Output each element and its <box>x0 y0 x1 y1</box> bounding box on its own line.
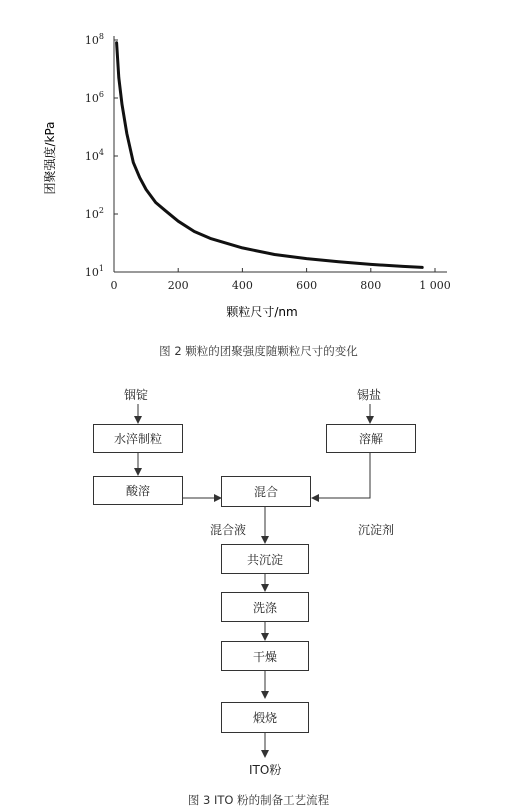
label-precipitant: 沉淀剂 <box>358 523 395 537</box>
x-tick-label: 0 <box>110 279 118 292</box>
figure-3-caption: 图 3 ITO 粉的制备工艺流程 <box>187 793 330 807</box>
x-axis-label: 颗粒尺寸/nm <box>226 305 298 319</box>
label-mixed-liquid: 混合液 <box>210 523 247 537</box>
x-tick-label: 600 <box>296 279 318 292</box>
y-tick-label: $10^6$ <box>84 90 104 105</box>
step-mix: 混合 <box>221 476 311 507</box>
step-dry: 干燥 <box>221 641 309 671</box>
step-water-quench: 水淬制粒 <box>93 424 183 453</box>
y-tick-label: $10^8$ <box>84 32 104 47</box>
step-coprecipitate: 共沉淀 <box>221 544 309 574</box>
x-tick-label: 800 <box>360 279 382 292</box>
input-indium-ingot: 铟锭 <box>124 388 149 402</box>
step-dissolve: 溶解 <box>326 424 416 453</box>
y-tick-exponent: 2 <box>98 206 104 215</box>
y-tick-exponent: 4 <box>98 148 104 157</box>
y-tick-label: $10^4$ <box>84 148 104 163</box>
step-acid-dissolve: 酸溶 <box>93 476 183 505</box>
step-wash: 洗涤 <box>221 592 309 622</box>
step-calcine: 煅烧 <box>221 702 309 733</box>
x-tick-label: 400 <box>231 279 253 292</box>
y-tick-label: $10^1$ <box>84 264 104 279</box>
y-tick-exponent: 6 <box>98 90 104 99</box>
x-tick-label: 200 <box>167 279 189 292</box>
arrow-dissolve-to-mix <box>312 453 370 498</box>
y-axis-label: 团聚强度/kPa <box>43 121 57 195</box>
y-tick-label: $10^2$ <box>84 206 104 221</box>
y-tick-exponent: 1 <box>98 264 104 273</box>
x-tick-label: 1 000 <box>419 279 451 292</box>
figure-2-caption: 图 2 颗粒的团聚强度随颗粒尺寸的变化 <box>159 344 358 358</box>
output-ito-powder: ITO粉 <box>249 763 282 777</box>
input-tin-salt: 锡盐 <box>357 388 382 402</box>
y-tick-exponent: 8 <box>98 32 104 41</box>
